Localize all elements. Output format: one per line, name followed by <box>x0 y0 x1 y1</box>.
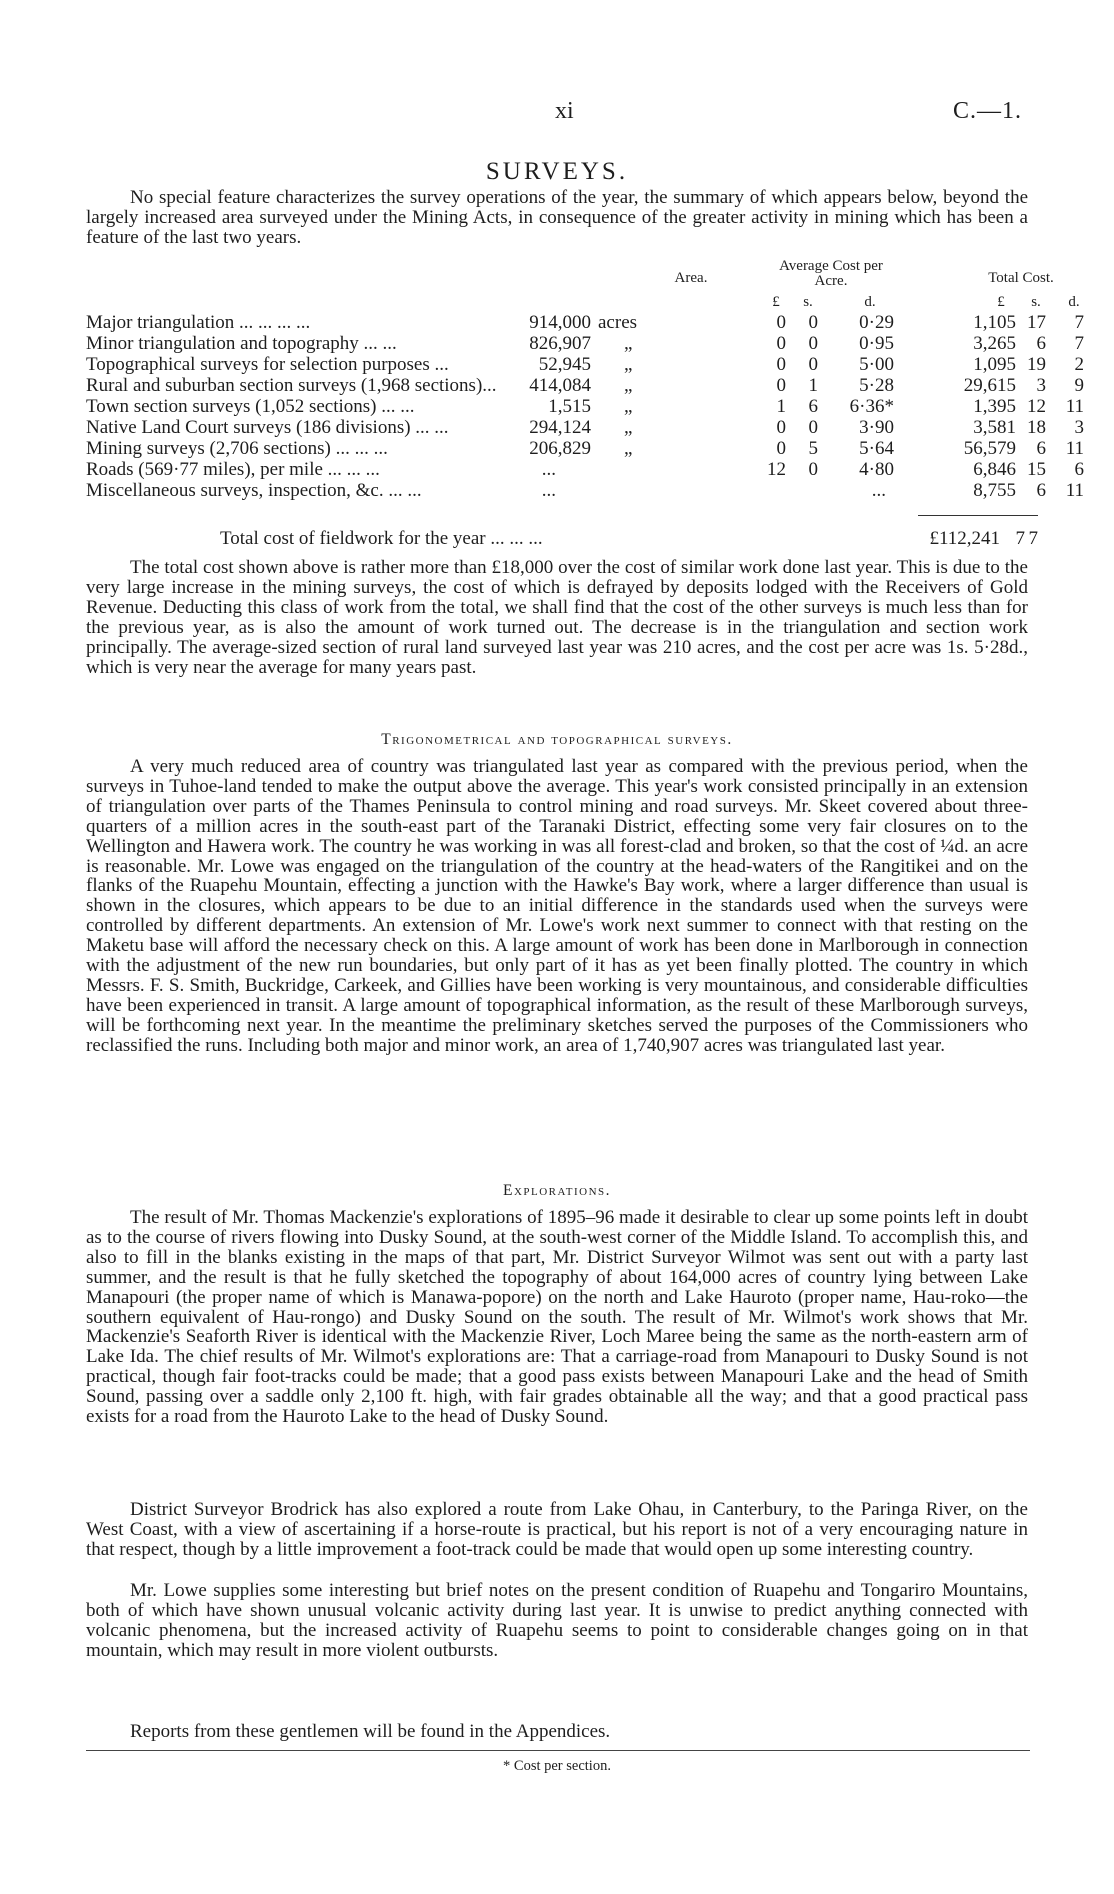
explorations-paragraph-3: Mr. Lowe supplies some interesting but brief notes on the present condition of Ruapehu and Tongariro Mountains, both of which have shown unusual volcanic activity during last year. It is unwise to predict anything connected with volcanic phenomena, but the increased activity of Ruapehu seems to point to considerable changes going on in that mountain, which may result in more violent outbursts. <box>86 1580 1028 1661</box>
row-total-pound: 6,846 <box>973 459 1016 480</box>
row-avg-shilling: 0 <box>808 312 818 333</box>
row-total-pound: 1,395 <box>973 396 1016 417</box>
row-unit: „ <box>624 375 633 396</box>
row-label: Mining surveys (2,706 sections) ... ... ... <box>86 438 388 459</box>
row-avg-pound: 0 <box>776 438 786 459</box>
row-label: Native Land Court surveys (186 divisions) ... ... <box>86 417 449 438</box>
row-total-shilling: 15 <box>1027 459 1046 480</box>
row-avg-pence: 6·36* <box>849 396 894 417</box>
intro-paragraph: No special feature characterizes the survey operations of the year, the summary of which appears below, beyond the largely increased area surveyed under the Mining Acts, in consequence of the greater activity in mining which has been a feature of the last two years. <box>86 187 1028 248</box>
row-total-pound: 8,755 <box>973 480 1016 501</box>
survey-cost-table <box>86 258 1084 532</box>
row-total-pound: 3,581 <box>973 417 1016 438</box>
row-avg-shilling: 0 <box>808 459 818 480</box>
row-label: Minor triangulation and topography ... ... <box>86 333 397 354</box>
row-total-shilling: 19 <box>1027 354 1046 375</box>
explorations-paragraph-4: Reports from these gentlemen will be found in the Appendices. <box>130 1721 611 1742</box>
row-total-pence: 9 <box>1074 375 1084 396</box>
section-heading-explorations: Explorations. <box>502 1182 612 1199</box>
row-avg-pound: 0 <box>776 312 786 333</box>
section-heading-trigonometrical: Trigonometrical and topographical surveys. <box>381 731 733 748</box>
row-area: ... <box>541 459 556 480</box>
footnote: * Cost per section. <box>503 1758 611 1774</box>
header-total-shilling: s. <box>1031 294 1041 310</box>
row-total-shilling: 18 <box>1027 417 1046 438</box>
row-total-pound: 29,615 <box>963 375 1016 396</box>
total-pound: £112,241 <box>929 528 1000 549</box>
row-total-pound: 3,265 <box>973 333 1016 354</box>
row-label: Miscellaneous surveys, inspection, &c. ... ... <box>86 480 422 501</box>
row-avg-pence: 5·00 <box>859 354 894 375</box>
header-shilling: s. <box>803 294 813 310</box>
row-avg-shilling: 0 <box>808 333 818 354</box>
row-total-pound: 56,579 <box>963 438 1016 459</box>
row-avg-pence: 3·90 <box>859 417 894 438</box>
row-label: Major triangulation ... ... ... ... <box>86 312 311 333</box>
table-row <box>86 396 1084 418</box>
row-unit: „ <box>624 354 633 375</box>
row-label: Rural and suburban section surveys (1,968 sections)... <box>86 375 497 396</box>
row-avg-pence: 5·28 <box>859 375 894 396</box>
row-avg-pound: 0 <box>776 354 786 375</box>
row-avg-pence: 0·29 <box>859 312 894 333</box>
table-row <box>86 333 1084 355</box>
page-number: xi <box>555 98 574 124</box>
row-total-pence: 7 <box>1074 333 1084 354</box>
row-total-shilling: 12 <box>1027 396 1046 417</box>
header-total-cost: Total Cost. <box>988 270 1054 286</box>
row-area: 826,907 <box>529 333 591 354</box>
row-area: 1,515 <box>548 396 591 417</box>
row-area: 914,000 <box>529 312 591 333</box>
page-title: SURVEYS. <box>485 158 629 185</box>
table-row <box>86 480 1084 502</box>
table-row <box>86 438 1084 460</box>
row-avg-pence: 5·64 <box>859 438 894 459</box>
total-label: Total cost of fieldwork for the year ... ... ... <box>220 528 543 549</box>
row-unit: „ <box>624 417 633 438</box>
row-total-pence: 3 <box>1074 417 1084 438</box>
header-pound: £ <box>772 294 780 310</box>
row-total-pence: 11 <box>1065 438 1084 459</box>
table-row <box>86 417 1084 439</box>
total-pence: 7 <box>1028 528 1038 549</box>
row-avg-pound: 0 <box>776 375 786 396</box>
header-area: Area. <box>674 270 708 286</box>
row-area: 414,084 <box>529 375 591 396</box>
sum-rule <box>918 515 1038 516</box>
row-avg-pence: 0·95 <box>859 333 894 354</box>
row-total-shilling: 6 <box>1036 333 1046 354</box>
row-unit: „ <box>624 438 633 459</box>
explorations-paragraph-2: District Surveyor Brodrick has also explored a route from Lake Ohau, in Canterbury, to the Paringa River, on the West Coast, with a view of ascertaining if a horse-route is practical, but his report is not of a very encouraging nature in that respect, though by a little improvement a foot-track could be made that would open up some interesting country. <box>86 1499 1028 1560</box>
explorations-paragraph-1: The result of Mr. Thomas Mackenzie's explorations of 1895–96 made it desirable to clear up some points left in doubt as to the course of rivers flowing into Dusky Sound, at the south-west corner of the Middle Island. To accomplish this, and also to fill in the blanks existing in the maps of that part, Mr. District Surveyor Wilmot was sent out with a party last summer, and the result is that he fully sketched the topography of about 164,000 acres of country lying between Lake Manapouri (the proper name of which is Manawa-popore) on the north and Lake Hauroto (proper name, Hau-roko—the southern equivalent of Hau-rongo) and Dusky Sound on the south. The result of Mr. Wilmot's work shows that Mr. Mackenzie's Seaforth River is identical with the Mackenzie River, Loch Maree being the same as the north-eastern arm of Lake Ida. The chief results of Mr. Wilmot's explorations are: That a carriage-road from Manapouri to Dusky Sound is not practical, though fair foot-tracks could be made; that a good pass exists between Manapouri Lake and the head of Smith Sound, passing over a saddle only 2,100 ft. high, with fair grades obtainable all the way; and that a good practical pass exists for a road from the Hauroto Lake to the head of Dusky Sound. <box>86 1207 1028 1428</box>
row-total-pence: 6 <box>1074 459 1084 480</box>
row-area: 206,829 <box>529 438 591 459</box>
header-total-pound: £ <box>997 294 1005 310</box>
row-avg-pence: ... <box>871 480 886 501</box>
row-avg-shilling: 0 <box>808 417 818 438</box>
row-avg-shilling: 1 <box>808 375 818 396</box>
cost-paragraph: The total cost shown above is rather more than £18,000 over the cost of similar work done last year. This is due to the very large increase in the mining surveys, the cost of which is defrayed by deposits lodged with the Receivers of Gold Revenue. Deducting this class of work from the total, we shall find that the cost of the other surveys is much less than for the previous year, as is also the amount of work turned out. The decrease is in the triangulation and section work principally. The average-sized section of rural land surveyed last year was 210 acres, and the cost per acre was 1s. 5·28d., which is very near the average for many years past. <box>86 557 1028 678</box>
row-total-pence: 11 <box>1065 480 1084 501</box>
row-total-shilling: 6 <box>1036 438 1046 459</box>
header-pence: d. <box>864 294 876 310</box>
row-total-pound: 1,095 <box>973 354 1016 375</box>
table-row <box>86 354 1084 376</box>
total-shilling: 7 <box>1015 528 1025 549</box>
row-total-pound: 1,105 <box>973 312 1016 333</box>
row-area: 52,945 <box>538 354 591 375</box>
row-avg-shilling: 6 <box>808 396 818 417</box>
footnote-rule <box>86 1750 1030 1751</box>
row-unit: „ <box>624 333 633 354</box>
row-area: ... <box>541 480 556 501</box>
header-average-cost: Average Cost per Acre. <box>779 258 883 289</box>
row-avg-shilling: 0 <box>808 354 818 375</box>
row-area: 294,124 <box>529 417 591 438</box>
table-row <box>86 459 1084 481</box>
table-row <box>86 312 1084 334</box>
row-avg-pound: 12 <box>767 459 786 480</box>
header-total-pence: d. <box>1068 294 1080 310</box>
row-avg-pound: 1 <box>776 396 786 417</box>
row-total-pence: 11 <box>1065 396 1084 417</box>
row-label: Town section surveys (1,052 sections) ... ... <box>86 396 415 417</box>
row-total-pence: 2 <box>1074 354 1084 375</box>
row-total-shilling: 17 <box>1027 312 1046 333</box>
row-unit: „ <box>624 396 633 417</box>
row-avg-pound: 0 <box>776 333 786 354</box>
row-label: Roads (569·77 miles), per mile ... ... ... <box>86 459 380 480</box>
row-avg-pound: 0 <box>776 417 786 438</box>
row-unit: acres <box>598 312 638 333</box>
row-total-pence: 7 <box>1074 312 1084 333</box>
row-avg-shilling: 5 <box>808 438 818 459</box>
row-avg-pence: 4·80 <box>859 459 894 480</box>
table-row <box>86 375 1084 397</box>
trigonometrical-paragraph: A very much reduced area of country was triangulated last year as compared with the previous period, when the surveys in Tuhoe-land tended to make the output above the average. This year's work consisted principally in an extension of triangulation over parts of the Thames Peninsula to control mining and road surveys. Mr. Skeet covered about three-quarters of a million acres in the south-east part of the Taranaki District, effecting some very fair closures on to the Wellington and Hawera work. The country he was working in was all forest-clad and broken, so that the cost of ¼d. an acre is reasonable. Mr. Lowe was engaged on the triangulation of the country at the head-waters of the Rangitikei and on the flanks of the Ruapehu Mountain, effecting a junction with the Hawke's Bay work, where a larger difference than usual is shown in the closures, which appears to be due to an initial difference in the standards used when the surveys were controlled by different departments. An extension of Mr. Lowe's work next summer to connect with that resting on the Maketu base will afford the necessary check on this. A large amount of work has been done in Marlborough in connection with the adjustment of the new run boundaries, but only part of it has as yet been finally plotted. The country in which Messrs. F. S. Smith, Buckridge, Carkeek, and Gillies have been working is very mountainous, and considerable difficulties have been experienced in transit. A large amount of topographical information, as the result of these Marlborough surveys, will be forthcoming next year. In the meantime the preliminary sketches served the purposes of the Commissioners who reclassified the runs. Including both major and minor work, an area of 1,740,907 acres was triangulated last year. <box>86 756 1028 1056</box>
row-label: Topographical surveys for selection purposes ... <box>86 354 449 375</box>
row-total-shilling: 3 <box>1036 375 1046 396</box>
document-reference: C.—1. <box>952 98 1022 124</box>
row-total-shilling: 6 <box>1036 480 1046 501</box>
